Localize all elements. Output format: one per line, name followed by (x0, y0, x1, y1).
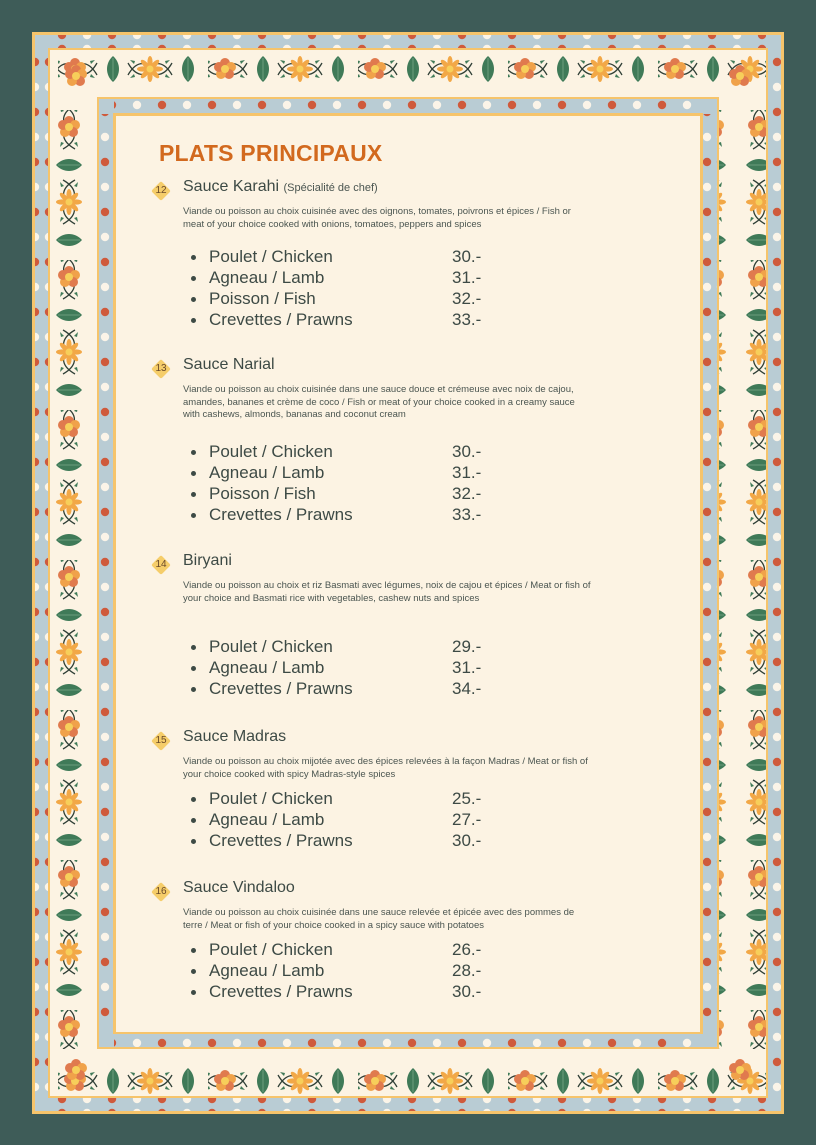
price-item: Poulet / Chicken 26.- (192, 940, 670, 961)
price-item: Crevettes / Prawns 30.- (192, 831, 670, 852)
price-list (150, 637, 670, 700)
price: 32.- (452, 483, 482, 503)
price-item: Crevettes / Prawns 33.- (192, 310, 670, 331)
dish-name: Sauce Narial (183, 356, 275, 373)
bullet-icon (191, 513, 196, 518)
dish-name: Sauce Vindaloo (183, 879, 295, 896)
price: 32.- (452, 289, 482, 308)
dish-name: Biryani (183, 552, 232, 569)
bullet-icon (191, 666, 196, 671)
price: 30.- (452, 982, 482, 1001)
price: 30.- (452, 441, 482, 461)
price-item: Poisson / Fish 32.- (192, 484, 670, 505)
price: 34.- (452, 679, 482, 698)
bullet-icon (191, 276, 196, 281)
dish-description: Viande ou poisson au choix cuisinée dans une sauce relevée et épicée avec des pommes de terre / Meat or fish of your choice cooked in a spicy sauce with potatoes (183, 907, 575, 931)
price: 33.- (452, 504, 482, 524)
bullet-icon (191, 297, 196, 302)
price: 31.- (452, 268, 482, 287)
bullet-icon (191, 818, 196, 823)
dish-note: (Spécialité de chef) (283, 182, 378, 194)
bullet-icon (191, 471, 196, 476)
price: 33.- (452, 310, 482, 329)
bullet-icon (191, 839, 196, 844)
price: 25.- (452, 789, 482, 808)
dish-number-badge: 12 (150, 180, 172, 202)
price-item: Crevettes / Prawns 30.- (192, 982, 670, 1003)
dish-description: Viande ou poisson au choix et riz Basmati avec légumes, noix de cajou et épices / Meat or fish of your choice and Basmati rice with vegetables, cashew nuts and spices (183, 580, 591, 604)
price: 31.- (452, 658, 482, 677)
price-item: Poulet / Chicken 29.- (192, 637, 670, 658)
dish-number-badge: 16 (150, 881, 172, 903)
bullet-icon (191, 645, 196, 650)
bullet-icon (191, 687, 196, 692)
dish-description: Viande ou poisson au choix cuisinée avec des oignons, tomates, poivrons et épices / Fish or meat of your choice cooked with onions, tomatoes, peppers and spices (183, 206, 571, 230)
price: 30.- (452, 247, 482, 266)
dish-description: Viande ou poisson au choix cuisinée dans une sauce douce et crémeuse avec noix de cajou, amandes, bananes et crème de coco / Fish or meat of your choice cooked in a creamy sauce with cashews, almonds, bananas and coconut cream (183, 384, 575, 420)
bullet-icon (191, 255, 196, 260)
price-item: Agneau / Lamb 28.- (192, 961, 670, 982)
bullet-icon (191, 948, 196, 953)
price: 28.- (452, 961, 482, 980)
price-item: Poulet / Chicken 30.- (192, 247, 670, 268)
price-item: Agneau / Lamb 31.- (192, 268, 670, 289)
menu-page (116, 116, 700, 1036)
price-list (150, 940, 670, 1003)
bullet-icon (191, 318, 196, 323)
dish-name: Sauce Karahi (Spécialité de chef) (183, 178, 378, 195)
price: 30.- (452, 831, 482, 850)
bullet-icon (191, 797, 196, 802)
price-item: Crevettes / Prawns 34.- (192, 679, 670, 700)
bullet-icon (191, 450, 196, 455)
price: 26.- (452, 940, 482, 959)
dish-16 (150, 879, 670, 1003)
bullet-icon (191, 969, 196, 974)
price-list (150, 247, 670, 331)
dish-name: Sauce Madras (183, 728, 287, 745)
price-item: Agneau / Lamb 27.- (192, 810, 670, 831)
dish-number-badge: 15 (150, 730, 172, 752)
price-item: Agneau / Lamb 31.- (192, 658, 670, 679)
dish-description: Viande ou poisson au choix mijotée avec des épices relevées à la façon Madras / Meat or fish of your choice cooked with spicy Madras-style spices (183, 756, 588, 780)
price-item: Poulet / Chicken 30.- (192, 442, 670, 463)
dish-number-badge: 14 (150, 554, 172, 576)
price-item: Poulet / Chicken 25.- (192, 789, 670, 810)
dish-number-badge: 13 (150, 358, 172, 380)
dish-13 (150, 356, 670, 526)
price: 31.- (452, 462, 482, 482)
price: 29.- (452, 637, 482, 656)
price-list (150, 789, 670, 852)
bullet-icon (191, 990, 196, 995)
dish-12 (150, 178, 670, 331)
price-list (150, 442, 670, 526)
price-item: Agneau / Lamb 31.- (192, 463, 670, 484)
bullet-icon (191, 492, 196, 497)
page-title: PLATS PRINCIPAUX (159, 140, 383, 166)
dish-14 (150, 552, 670, 700)
price: 27.- (452, 810, 482, 829)
price-item: Crevettes / Prawns 33.- (192, 505, 670, 526)
price-item: Poisson / Fish 32.- (192, 289, 670, 310)
dish-15 (150, 728, 670, 852)
